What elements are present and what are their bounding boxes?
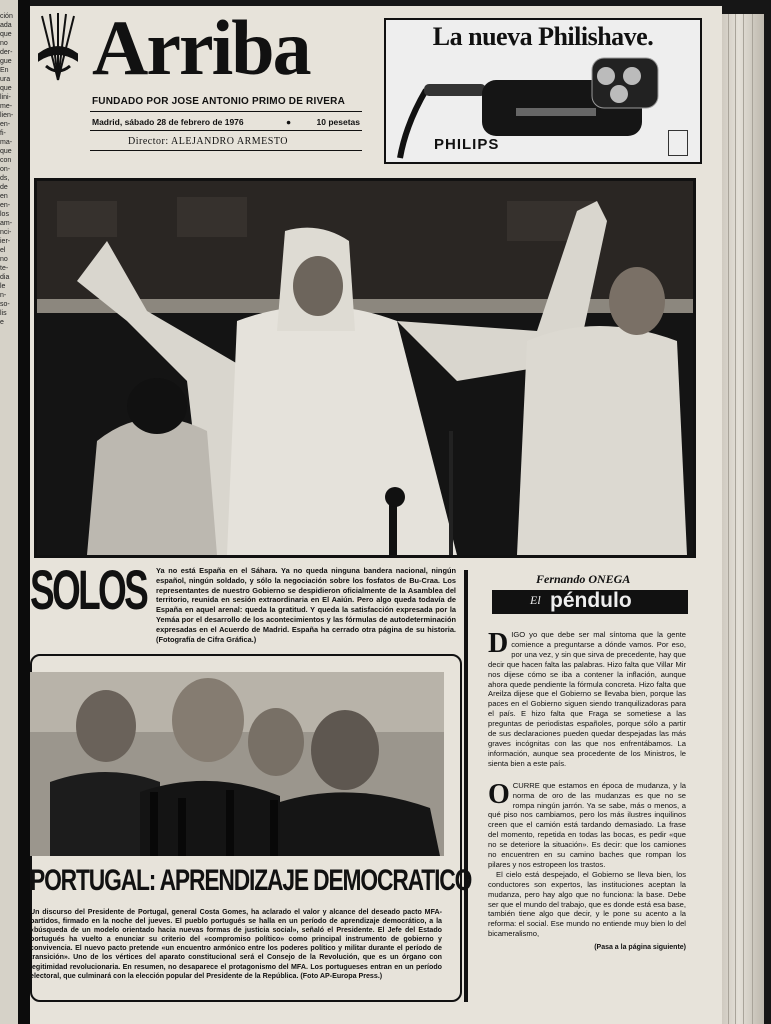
fragment-text: gue bbox=[0, 58, 12, 65]
fragment-text: que bbox=[0, 148, 12, 155]
page-stack-edge bbox=[722, 14, 764, 1024]
drop-cap: O bbox=[488, 778, 510, 810]
column-paragraph: OCURRE que estamos en época de mudanza, y la norma de oro de las mudanzas es que no se rompa ningún jarrón. Ya se sabe, más o menos, a qué piso nos cambiamos, pero los más ilustres inquilinos creen que el camión está tardando demasiado. La frase del momento, repetida en todas las bocas, es pedir «que no se deteriore la situación». Es decir: que los camiones no encuentren en su camino baches que rompan los pilares y nos estropeen los trastos. bbox=[488, 778, 686, 869]
fragment-text: no bbox=[0, 256, 8, 263]
fragment-text: le bbox=[0, 283, 6, 290]
founded-line: FUNDADO POR JOSE ANTONIO PRIMO DE RIVERA bbox=[92, 96, 346, 107]
portugal-headline: PORTUGAL: APRENDIZAJE DEMOCRATICO bbox=[30, 864, 472, 897]
issue-date: Madrid, sábado 28 de febrero de 1976 bbox=[92, 117, 244, 127]
fragment-text: lis bbox=[0, 310, 7, 317]
column-author: Fernando ONEGA bbox=[536, 572, 631, 586]
fragment-text: lini- bbox=[0, 94, 11, 101]
fragment-text: te- bbox=[0, 265, 9, 272]
ad-brand: PHILIPS bbox=[434, 136, 500, 153]
fragment-text: ción bbox=[0, 13, 13, 20]
previous-page-edge bbox=[0, 0, 18, 1024]
fragment-text: con bbox=[0, 157, 12, 164]
fragment-text: so- bbox=[0, 301, 10, 308]
previous-page-text-fragments bbox=[0, 12, 18, 327]
masthead-title: Arriba bbox=[92, 4, 310, 91]
fragment-text: que bbox=[0, 85, 12, 92]
continued-note: (Pasa a la página siguiente) bbox=[594, 944, 686, 952]
fragment-text: en bbox=[0, 193, 8, 200]
column-section-prefix: El bbox=[530, 593, 541, 607]
masthead-rule bbox=[90, 111, 362, 112]
fragment-text: el bbox=[0, 247, 6, 254]
ad-headline: La nueva Philishave. bbox=[432, 22, 654, 51]
column-divider bbox=[464, 570, 468, 1002]
fragment-text: ura bbox=[0, 76, 11, 83]
sahara-assembly-photo bbox=[34, 178, 696, 558]
drop-cap: D bbox=[488, 628, 509, 659]
dateline bbox=[92, 117, 360, 127]
masthead-rule bbox=[90, 150, 362, 151]
fragment-text: En bbox=[0, 67, 9, 74]
fragment-text: en- bbox=[0, 121, 11, 128]
column-body bbox=[488, 630, 686, 953]
fragment-text: de bbox=[0, 184, 8, 191]
fragment-text: nci- bbox=[0, 229, 12, 236]
fragment-text: ier- bbox=[0, 238, 11, 245]
philishave-advertisement bbox=[384, 18, 702, 164]
lead-caption: Ya no está España en el Sáhara. Ya no queda ninguna bandera nacional, ningún español, ningún soldado, y sólo la negociación sobre los fosfatos de Bu-Craa. Los representantes de nuestro Gobierno se despidieron oficialmente de la Asamblea del territorio, reunida en sesión extraordinaria en El Aaiún. Pero algo queda todavía de España en aquel arenal: queda la gratitud. Y queda la satisfacción expresada por la Yemáa por el desarrollo de los acontecimientos y las fórmulas de autodeterminación expresadas en el Acuerdo de Madrid. España ha cerrado otra página de su historia. (Fotografía de Cifra Gráfica.) bbox=[156, 566, 456, 644]
fragment-text: n- bbox=[0, 292, 7, 299]
fragment-text: ada bbox=[0, 22, 12, 29]
fragment-text: no bbox=[0, 40, 8, 47]
fragment-text: los bbox=[0, 211, 9, 218]
fragment-text: me- bbox=[0, 103, 13, 110]
lead-headline: SOLOS bbox=[30, 558, 147, 621]
fragment-text: dia bbox=[0, 274, 10, 281]
fragment-text: der- bbox=[0, 49, 13, 56]
fragment-text: lien- bbox=[0, 112, 14, 119]
fragment-text: fi- bbox=[0, 130, 6, 137]
fragment-text: am- bbox=[0, 220, 13, 227]
fragment-text: ma- bbox=[0, 139, 13, 146]
portugal-caption: Un discurso del Presidente de Portugal, general Costa Gomes, ha aclarado el valor y alcance del deseado pacto MFA-partidos, firmado en la noche del jueves. El pueblo portugués se halla en un período de aprendizaje democrático, a la «búsqueda de un modelo orientado hacia nuevas formas de justicia social», señaló el Presidente. El Jefe del Estado portugués ha vuelto a enunciar su criterio del «compromiso político» como principal instrumento de gobierno y convivencia. El nuevo pacto pretende «un encuentro armónico entre los poderes político y militar durante el período de transición». Uno de los vértices del aparato constitucional será el Consejo de la Revolución, que es un órgano con legitimidad revolucionaria. En resumen, no desaparece el protagonismo del MFA. Los portugueses entran en un período electoral, que culminará con la elección popular del Presidente de la República. (Foto AP-Europa Press.) bbox=[30, 908, 442, 980]
portugal-leaders-photo bbox=[30, 672, 444, 856]
fragment-text: en- bbox=[0, 202, 11, 209]
yoke-and-arrows-emblem bbox=[36, 10, 80, 90]
column-paragraph: DIGO yo que debe ser mal síntoma que la gente comience a preguntarse a dónde vamos. Por eso, por una vez, y sin que sirva de precedente, hay que decir que hacen falta las palabras. Hizo falta que Villar Mir nos dijese cómo se iba a contener la inflación, aunque ahora quede pendiente la fórmula concreta. Hizo falta que Areilza dijese que el Gobierno se llevaba bien, porque las paces en el Gobierno siguen siendo tranquilizadoras para el país. E hizo falta que Fraga se sometiese a las preguntas de periodistas españoles, porque sólo a partir de sus declaraciones pueden quedar despejadas las más graves incógnitas con las que nos enfrentábamos. La información, aunque sea procedente de los Ministros, le sienta bien a este país. bbox=[488, 628, 686, 768]
fragment-text: que bbox=[0, 31, 12, 38]
bullet-icon: ● bbox=[286, 117, 292, 127]
column-section-title: péndulo bbox=[550, 589, 632, 612]
column-paragraph: El cielo está despejado, el Gobierno se lleva bien, los conductores son expertos, las instituciones aceptan la mudanza, pero hay algo que no funciona: la base. Debe ser que el mundo del trabajo, que es donde está esa base, también tiene algo que decir, y le pone su acento a la reforma: el social. Ese mundo no entiende muy bien lo del bicameralismo, bbox=[488, 869, 686, 939]
masthead-rule bbox=[90, 130, 362, 131]
binding-gutter bbox=[18, 0, 30, 1024]
fragment-text: on- bbox=[0, 166, 11, 173]
philips-logo-icon bbox=[668, 130, 688, 156]
column-section-banner bbox=[492, 590, 688, 614]
director-line: Director: ALEJANDRO ARMESTO bbox=[128, 136, 288, 147]
issue-price: 10 pesetas bbox=[316, 117, 360, 127]
fragment-text: ds, bbox=[0, 175, 10, 182]
fragment-text: e bbox=[0, 319, 4, 326]
